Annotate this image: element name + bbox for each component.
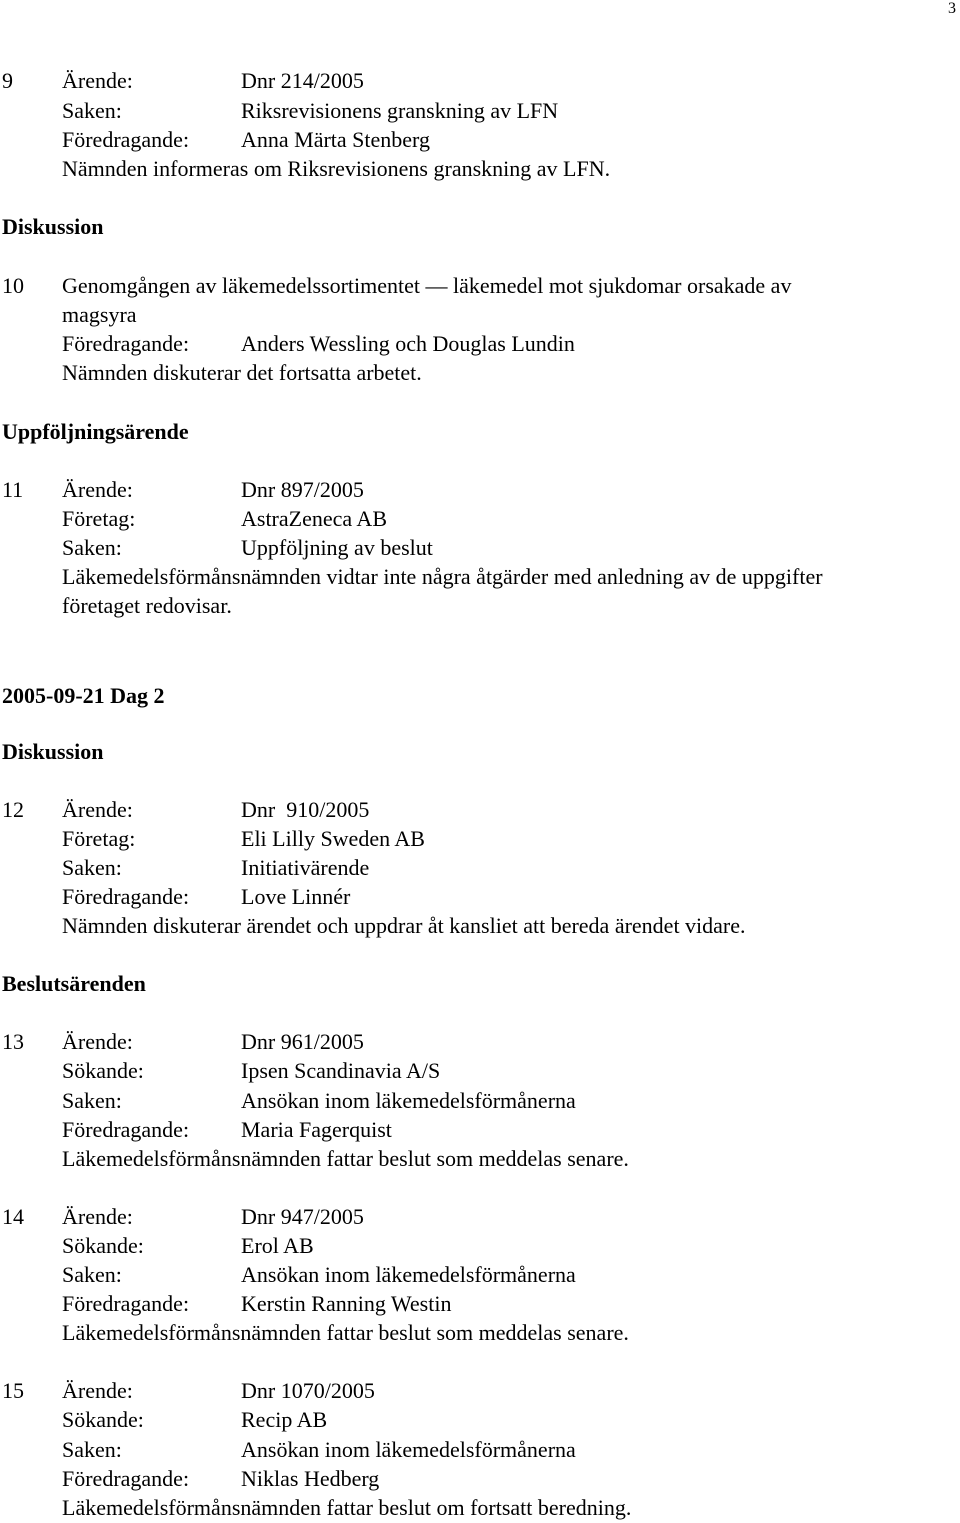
foredragande-label: Föredragande:	[62, 884, 190, 909]
section-heading-diskussion-2: Diskussion	[2, 739, 104, 764]
section-heading-beslutsarenden: Beslutsärenden	[2, 971, 146, 996]
foredragande-value: Love Linnér	[241, 884, 351, 909]
page-number: 3	[948, 0, 956, 17]
saken-value: Ansökan inom läkemedelsförmånerna	[241, 1437, 576, 1462]
item-title: Genomgången av läkemedelssortimentet — läkemedel mot sjukdomar orsakade av	[62, 273, 792, 298]
foredragande-label: Föredragande:	[62, 1466, 190, 1491]
arende-label: Ärende:	[62, 477, 133, 502]
sokande-value: Recip AB	[241, 1407, 328, 1432]
sokande-value: Ipsen Scandinavia A/S	[241, 1058, 441, 1083]
saken-value: Ansökan inom läkemedelsförmånerna	[241, 1262, 576, 1287]
foretag-value: Eli Lilly Sweden AB	[241, 826, 425, 851]
item-text: Läkemedelsförmånsnämnden fattar beslut som meddelas senare.	[62, 1146, 629, 1171]
foredragande-value: Anna Märta Stenberg	[241, 127, 430, 152]
arende-label: Ärende:	[62, 1029, 133, 1054]
section-heading-dag2: 2005-09-21 Dag 2	[2, 683, 165, 708]
saken-label: Saken:	[62, 535, 122, 560]
saken-value: Initiativärende	[241, 855, 370, 880]
foredragande-value: Niklas Hedberg	[241, 1466, 380, 1491]
foretag-value: AstraZeneca AB	[241, 506, 387, 531]
arende-label: Ärende:	[62, 1378, 133, 1403]
saken-value: Ansökan inom läkemedelsförmånerna	[241, 1088, 576, 1113]
item-text: Nämnden diskuterar det fortsatta arbetet.	[62, 360, 422, 385]
item-text: Läkemedelsförmånsnämnden vidtar inte några åtgärder med anledning av de uppgifter	[62, 564, 823, 589]
item-number: 9	[2, 68, 13, 93]
foredragande-label: Föredragande:	[62, 127, 190, 152]
sokande-label: Sökande:	[62, 1233, 144, 1258]
foredragande-value: Kerstin Ranning Westin	[241, 1291, 452, 1316]
item-text: Nämnden informeras om Riksrevisionens granskning av LFN.	[62, 156, 611, 181]
item-text-continued: företaget redovisar.	[62, 593, 232, 618]
arende-label: Ärende:	[62, 1204, 133, 1229]
saken-value: Uppföljning av beslut	[241, 535, 433, 560]
saken-label: Saken:	[62, 1088, 122, 1113]
saken-label: Saken:	[62, 98, 122, 123]
item-number: 13	[2, 1029, 24, 1054]
arende-value: Dnr 897/2005	[241, 477, 364, 502]
item-number: 15	[2, 1378, 24, 1403]
section-heading-uppfoljningsarende: Uppföljningsärende	[2, 419, 189, 444]
arende-value: Dnr 947/2005	[241, 1204, 364, 1229]
item-number: 11	[2, 477, 24, 502]
foredragande-value: Anders Wessling och Douglas Lundin	[241, 331, 575, 356]
item-text: Läkemedelsförmånsnämnden fattar beslut som meddelas senare.	[62, 1320, 629, 1345]
foredragande-label: Föredragande:	[62, 1117, 190, 1142]
saken-label: Saken:	[62, 1262, 122, 1287]
saken-label: Saken:	[62, 1437, 122, 1462]
arende-label: Ärende:	[62, 797, 133, 822]
item-title-continued: magsyra	[62, 302, 137, 327]
foredragande-label: Föredragande:	[62, 331, 190, 356]
foredragande-value: Maria Fagerquist	[241, 1117, 392, 1142]
saken-value: Riksrevisionens granskning av LFN	[241, 98, 559, 123]
arende-value: Dnr 961/2005	[241, 1029, 364, 1054]
saken-label: Saken:	[62, 855, 122, 880]
item-number: 12	[2, 797, 24, 822]
item-number: 10	[2, 273, 24, 298]
foretag-label: Företag:	[62, 506, 136, 531]
foretag-label: Företag:	[62, 826, 136, 851]
sokande-value: Erol AB	[241, 1233, 314, 1258]
section-heading-diskussion: Diskussion	[2, 214, 104, 239]
arende-value: Dnr 1070/2005	[241, 1378, 375, 1403]
arende-value: Dnr 214/2005	[241, 68, 364, 93]
arende-label: Ärende:	[62, 68, 133, 93]
item-text: Nämnden diskuterar ärendet och uppdrar åt kansliet att bereda ärendet vidare.	[62, 913, 746, 938]
sokande-label: Sökande:	[62, 1407, 144, 1432]
item-text: Läkemedelsförmånsnämnden fattar beslut om fortsatt beredning.	[62, 1495, 632, 1520]
sokande-label: Sökande:	[62, 1058, 144, 1083]
foredragande-label: Föredragande:	[62, 1291, 190, 1316]
arende-value: Dnr 910/2005	[241, 797, 370, 822]
item-number: 14	[2, 1204, 24, 1229]
